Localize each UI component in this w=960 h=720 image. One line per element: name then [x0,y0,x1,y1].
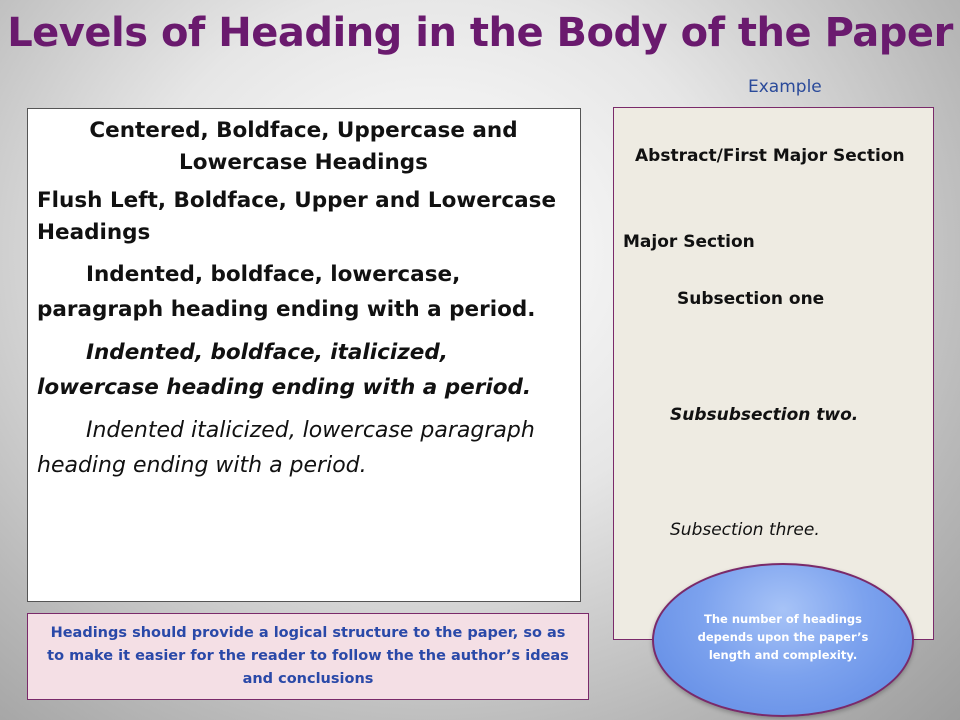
example-subsubsection-two-heading: Subsubsection two. [670,405,859,425]
example-subsection-one-heading: Subsection one [677,289,825,309]
level-4-description: Indented, boldface, italicized, lowercase heading ending with a period. [37,340,532,400]
example-abstract-heading: Abstract/First Major Section [635,146,905,166]
slide-title: Levels of Heading in the Body of the Paper [7,10,953,56]
heading-levels-panel [27,108,581,602]
level-1-description: Centered, Boldface, Uppercase and Lowercase Headings [89,118,518,175]
structure-note: Headings should provide a logical structure to the paper, so as to make it easier for the reader to follow the the author’s ideas and conclusions [27,613,589,700]
level-5-description: Indented italicized, lowercase paragraph heading ending with a period. [37,418,535,478]
example-subsection-three-heading: Subsection three. [670,520,820,540]
callout-text: The number of headings depends upon the paper’s length and complexity. [697,612,869,662]
example-panel [613,107,934,640]
example-label: Example [748,77,822,97]
example-major-section-heading: Major Section [623,232,755,252]
level-3-description: Indented, boldface, lowercase, paragraph heading ending with a period. [37,262,536,322]
level-2-description: Flush Left, Boldface, Upper and Lowercase Headings [37,188,557,245]
headings-callout-oval [652,563,914,717]
